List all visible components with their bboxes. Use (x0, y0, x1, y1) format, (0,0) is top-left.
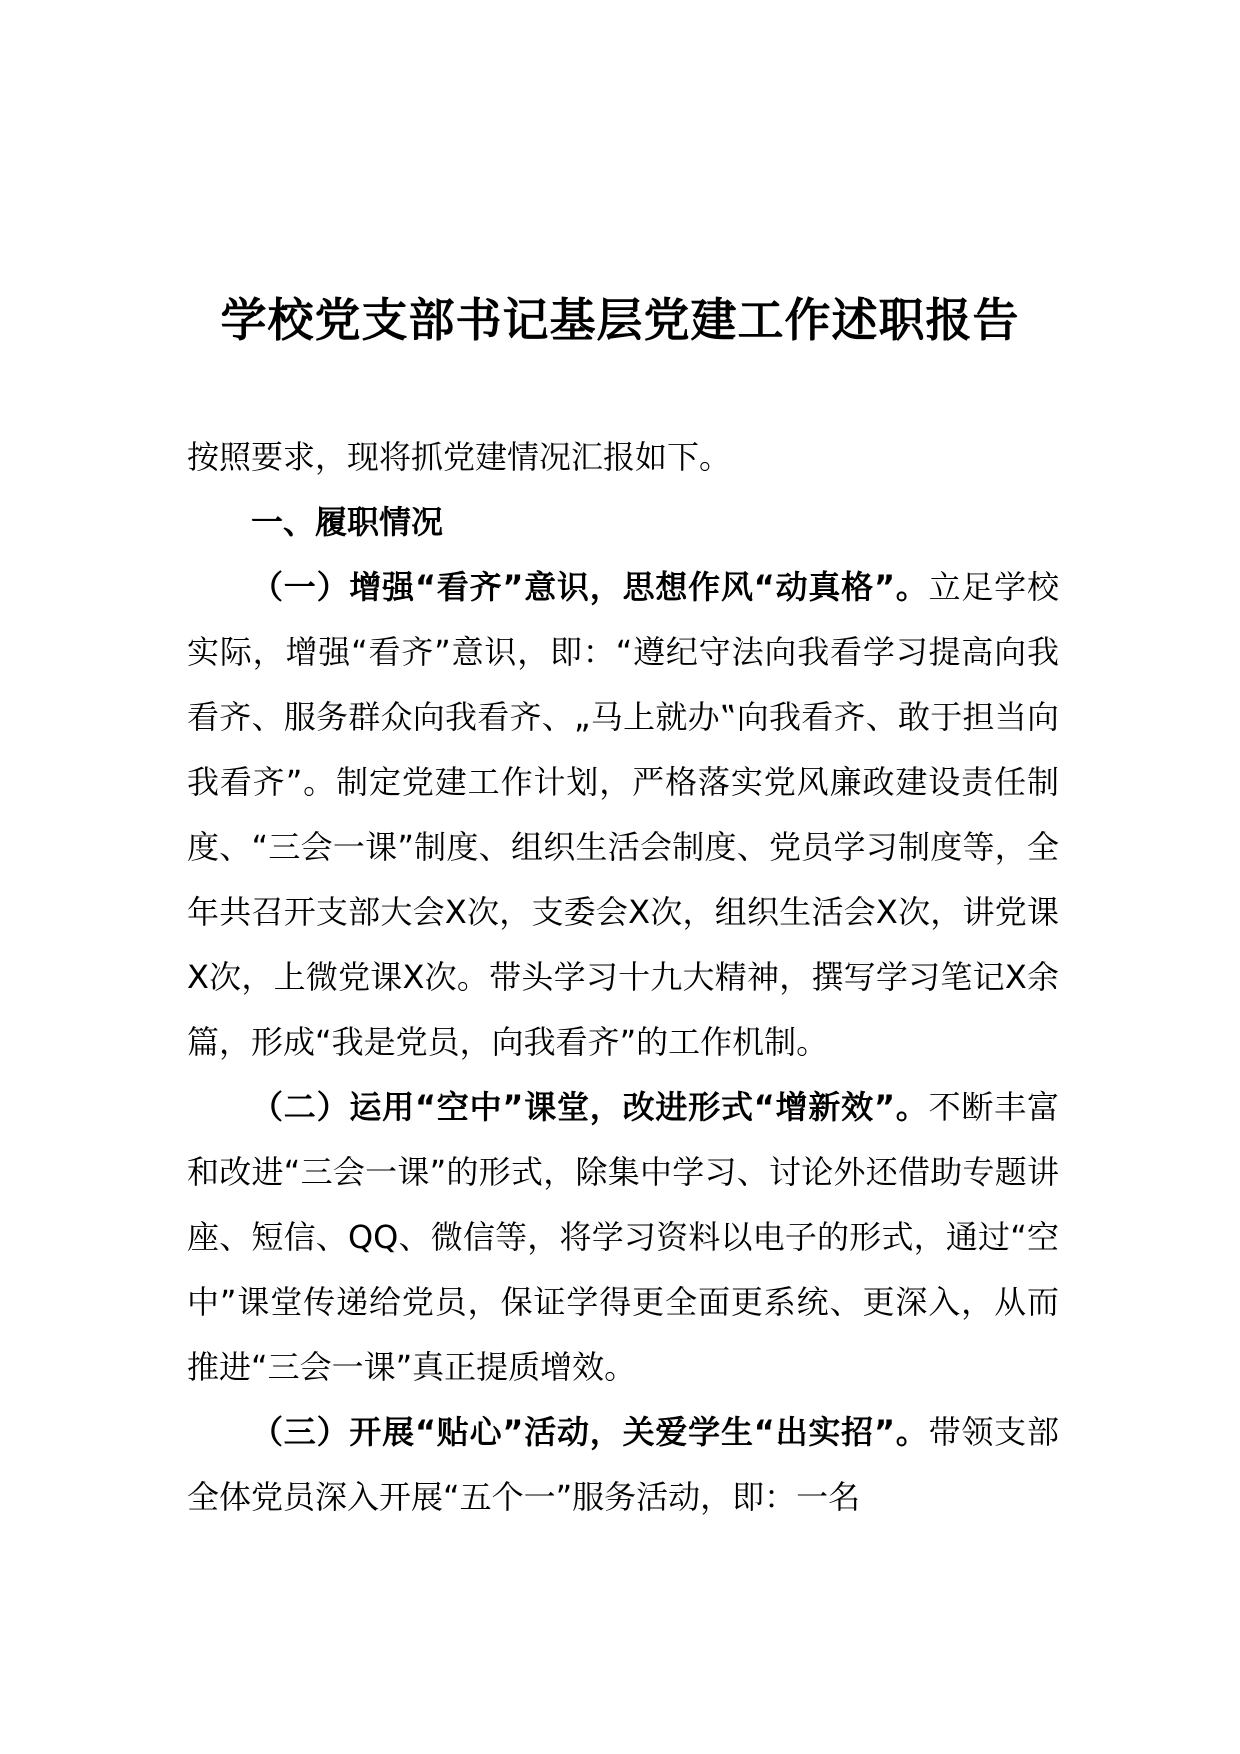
paragraph-1 (187, 555, 1059, 1075)
paragraph-1-text: 立足学校实际，增强“看齐”意识，即：“遵纪守法向我看学习提高向我看齐、服务群众向我看齐、„马上就办‟向我看齐、敢于担当向我看齐”。制定党建工作计划，严格落实党风廉政建设责任制度、“三会一课”制度、组织生活会制度、党员学习制度等，全年共召开支部大会X次，支委会X次，组织生活会X次，讲党课X次，上微党课X次。带头学习十九大精神，撰写学习笔记X余篇，形成“我是党员，向我看齐”的工作机制。 (187, 568, 1059, 1061)
paragraph-3-heading: （三）开展“贴心”活动，关爱学生“出实招”。 (251, 1413, 929, 1451)
paragraph-3-text: 带领支部全体党员深入开展“五个一”服务活动，即：一名 (187, 1413, 1059, 1516)
document-body (187, 425, 1059, 1530)
paragraph-3 (187, 1400, 1059, 1530)
document-title: 学校党支部书记基层党建工作述职报告 (220, 293, 1020, 347)
intro-paragraph: 按照要求，现将抓党建情况汇报如下。 (187, 438, 732, 476)
paragraph-2-text: 不断丰富和改进“三会一课”的形式，除集中学习、讨论外还借助专题讲座、短信、QQ、微信等，将学习资料以电子的形式，通过“空中”课堂传递给党员，保证学得更全面更系统、更深入，从而推进“三会一课”真正提质增效。 (187, 1088, 1059, 1386)
paragraph-2 (187, 1075, 1059, 1400)
paragraph-1-heading: （一）增强“看齐”意识，思想作风“动真格”。 (251, 568, 929, 606)
section-heading: 一、履职情况 (251, 503, 444, 541)
paragraph-2-heading: （二）运用“空中”课堂，改进形式“增新效”。 (251, 1088, 929, 1126)
